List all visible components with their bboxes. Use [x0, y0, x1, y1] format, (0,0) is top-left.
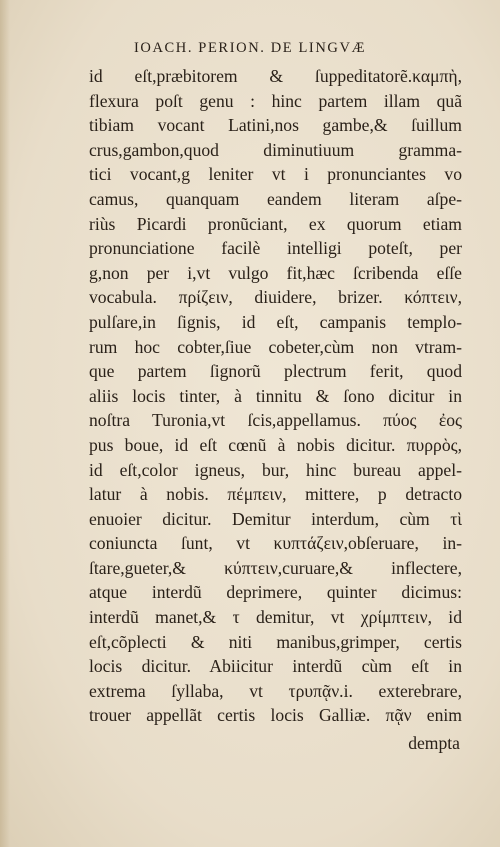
body-text [89, 64, 462, 728]
text-line: rum hoc cobter,ſiue cobeter,cùm non vtram- [89, 336, 462, 357]
text-line: tici vocant,g leniter vt i pronunciantes vo [89, 164, 462, 185]
text-line: flexura poſt genu : hinc partem illam quã [89, 90, 462, 111]
text-line: pulſare,in ſignis, id eſt, campanis templo- [89, 311, 462, 332]
text-line: trouer appellãt certis locis Galliæ. πᾷν enim [89, 705, 462, 726]
text-line: coniuncta ſunt, vt κυπτάζειν,obſeruare, in- [89, 533, 462, 554]
text-line: id eſt,color igneus, bur, hinc bureau appel- [89, 459, 462, 480]
text-line: riùs Picardi pronũciant, ex quorum etiam [89, 213, 462, 234]
text-line: vocabula. πρίζειν, diuidere, brizer. κόπτειν, [89, 287, 462, 308]
text-line: eſt,cõplecti & niti manibus,grimper, certis [89, 631, 462, 652]
text-line: aliis locis tinter, à tinnitu & ſono dicitur in [89, 385, 462, 406]
text-line: tibiam vocant Latini,nos gambe,& ſuillum [89, 115, 462, 136]
catchword: dempta [408, 733, 460, 753]
running-head: IOACH. PERION. DE LINGVÆ [133, 40, 367, 56]
page-gutter-shadow [0, 0, 10, 847]
text-line: ſtare,gueter,& κύπτειν,curuare,& inflectere, [89, 557, 462, 578]
text-line: que partem ſignorũ plectrum ferit, quod [89, 361, 462, 382]
text-line: camus, quanquam eandem literam aſpe- [89, 188, 462, 209]
text-line: pus boue, id eſt cœnũ à nobis dicitur. πυρρὸς, [89, 434, 462, 455]
text-line: extrema ſyllaba, vt τρυπᾷν.i. exterebrare, [89, 680, 462, 701]
text-line: id eſt,præbitorem & ſuppeditatorẽ.καμπὴ, [89, 66, 462, 86]
text-line: latur à nobis. πέμπειν, mittere, p detracto [89, 484, 462, 505]
text-line: enuoier dicitur. Demitur interdum, cùm τὶ [89, 508, 462, 529]
text-line: noſtra Turonia,vt ſcis,appellamus. πύος ἐος [89, 410, 462, 431]
text-line: locis dicitur. Abiicitur interdũ cùm eſt in [89, 656, 462, 677]
text-line: interdũ manet,& τ demitur, vt χρίμπτειν, id [89, 607, 462, 628]
text-line: pronunciatione facilè intelligi poteſt, per [89, 238, 462, 259]
text-line: atque interdũ deprimere, quinter dicimus: [89, 582, 462, 603]
text-line: crus,gambon,quod diminutiuum gramma- [89, 139, 462, 160]
text-line: g,non per i,vt vulgo fit,hæc ſcribenda eſſe [89, 262, 462, 283]
